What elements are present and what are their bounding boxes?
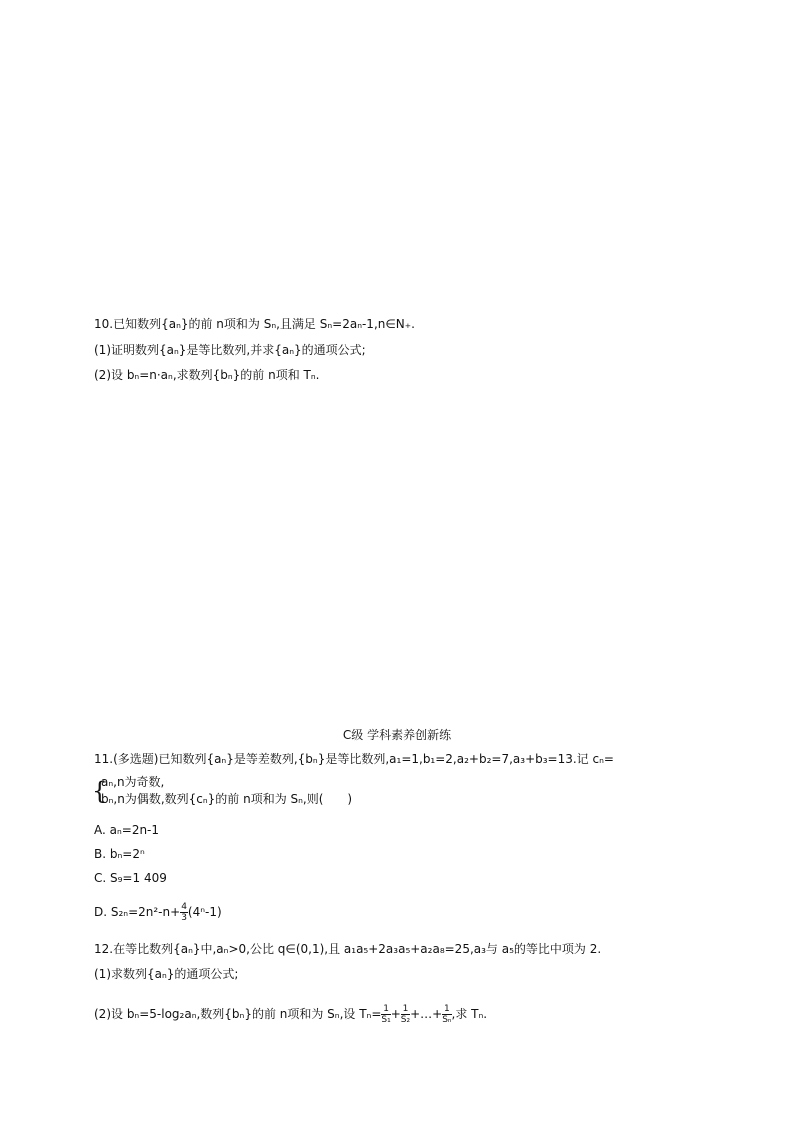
q11-option-d <box>94 902 222 923</box>
section-heading: C级 学科素养创新练 <box>342 728 452 742</box>
q12-part2 <box>94 1004 487 1025</box>
q11-option-a: A. aₙ=2n-1 <box>94 823 160 837</box>
q11-option-d-fraction <box>180 902 188 923</box>
q11-stem: 11.(多选题)已知数列{aₙ}是等差数列,{bₙ}是等比数列,a₁=1,b₁=2,a₂+b₂=7,a₃+b₃=13.记 cₙ= <box>94 752 614 766</box>
q12-stem: 12.在等比数列{aₙ}中,aₙ>0,公比 q∈(0,1),且 a₁a₅+2a₃a₅+a₂a₈=25,a₃与 a₅的等比中项为 2. <box>94 942 602 956</box>
q11-option-d-prefix: D. S₂ₙ=2n²-n+ <box>94 905 181 919</box>
q12-part2-suffix: ,求 Tₙ. <box>451 1007 488 1021</box>
q12-fraction-3 <box>442 1004 451 1025</box>
fraction-numerator: 1 <box>402 1004 409 1014</box>
fraction-denominator: Sₙ <box>442 1015 452 1025</box>
q12-part1: (1)求数列{aₙ}的通项公式; <box>94 967 239 981</box>
piecewise-brace: { <box>92 777 108 805</box>
q10-part2: (2)设 bₙ=n·aₙ,求数列{bₙ}的前 n项和 Tₙ. <box>94 368 320 382</box>
fraction-numerator: 1 <box>383 1004 389 1014</box>
fraction-denominator: S₂ <box>400 1015 411 1025</box>
fraction-denominator: 3 <box>181 913 187 923</box>
fraction-denominator: S₁ <box>381 1015 391 1025</box>
q10-stem: 10.已知数列{aₙ}的前 n项和为 Sₙ,且满足 Sₙ=2aₙ-1,n∈N₊. <box>94 317 415 331</box>
q11-option-d-suffix: (4ⁿ-1) <box>187 905 222 919</box>
q11-case-odd: aₙ,n为奇数, <box>101 775 165 789</box>
fraction-numerator: 4 <box>181 902 187 912</box>
q10-part1: (1)证明数列{aₙ}是等比数列,并求{aₙ}的通项公式; <box>94 343 366 357</box>
q11-option-b: B. bₙ=2ⁿ <box>94 847 145 861</box>
plus-sign: + <box>390 1007 401 1021</box>
q12-fraction-2 <box>401 1004 410 1025</box>
plus-ellipsis: +…+ <box>410 1007 443 1021</box>
q11-case-even: bₙ,n为偶数,数列{cₙ}的前 n项和为 Sₙ,则( ) <box>101 792 353 806</box>
q11-option-c: C. S₉=1 409 <box>94 871 167 885</box>
q12-part2-prefix: (2)设 bₙ=5-log₂aₙ,数列{bₙ}的前 n项和为 Sₙ,设 Tₙ= <box>94 1007 382 1021</box>
q12-fraction-1 <box>381 1004 390 1025</box>
fraction-numerator: 1 <box>444 1004 450 1014</box>
